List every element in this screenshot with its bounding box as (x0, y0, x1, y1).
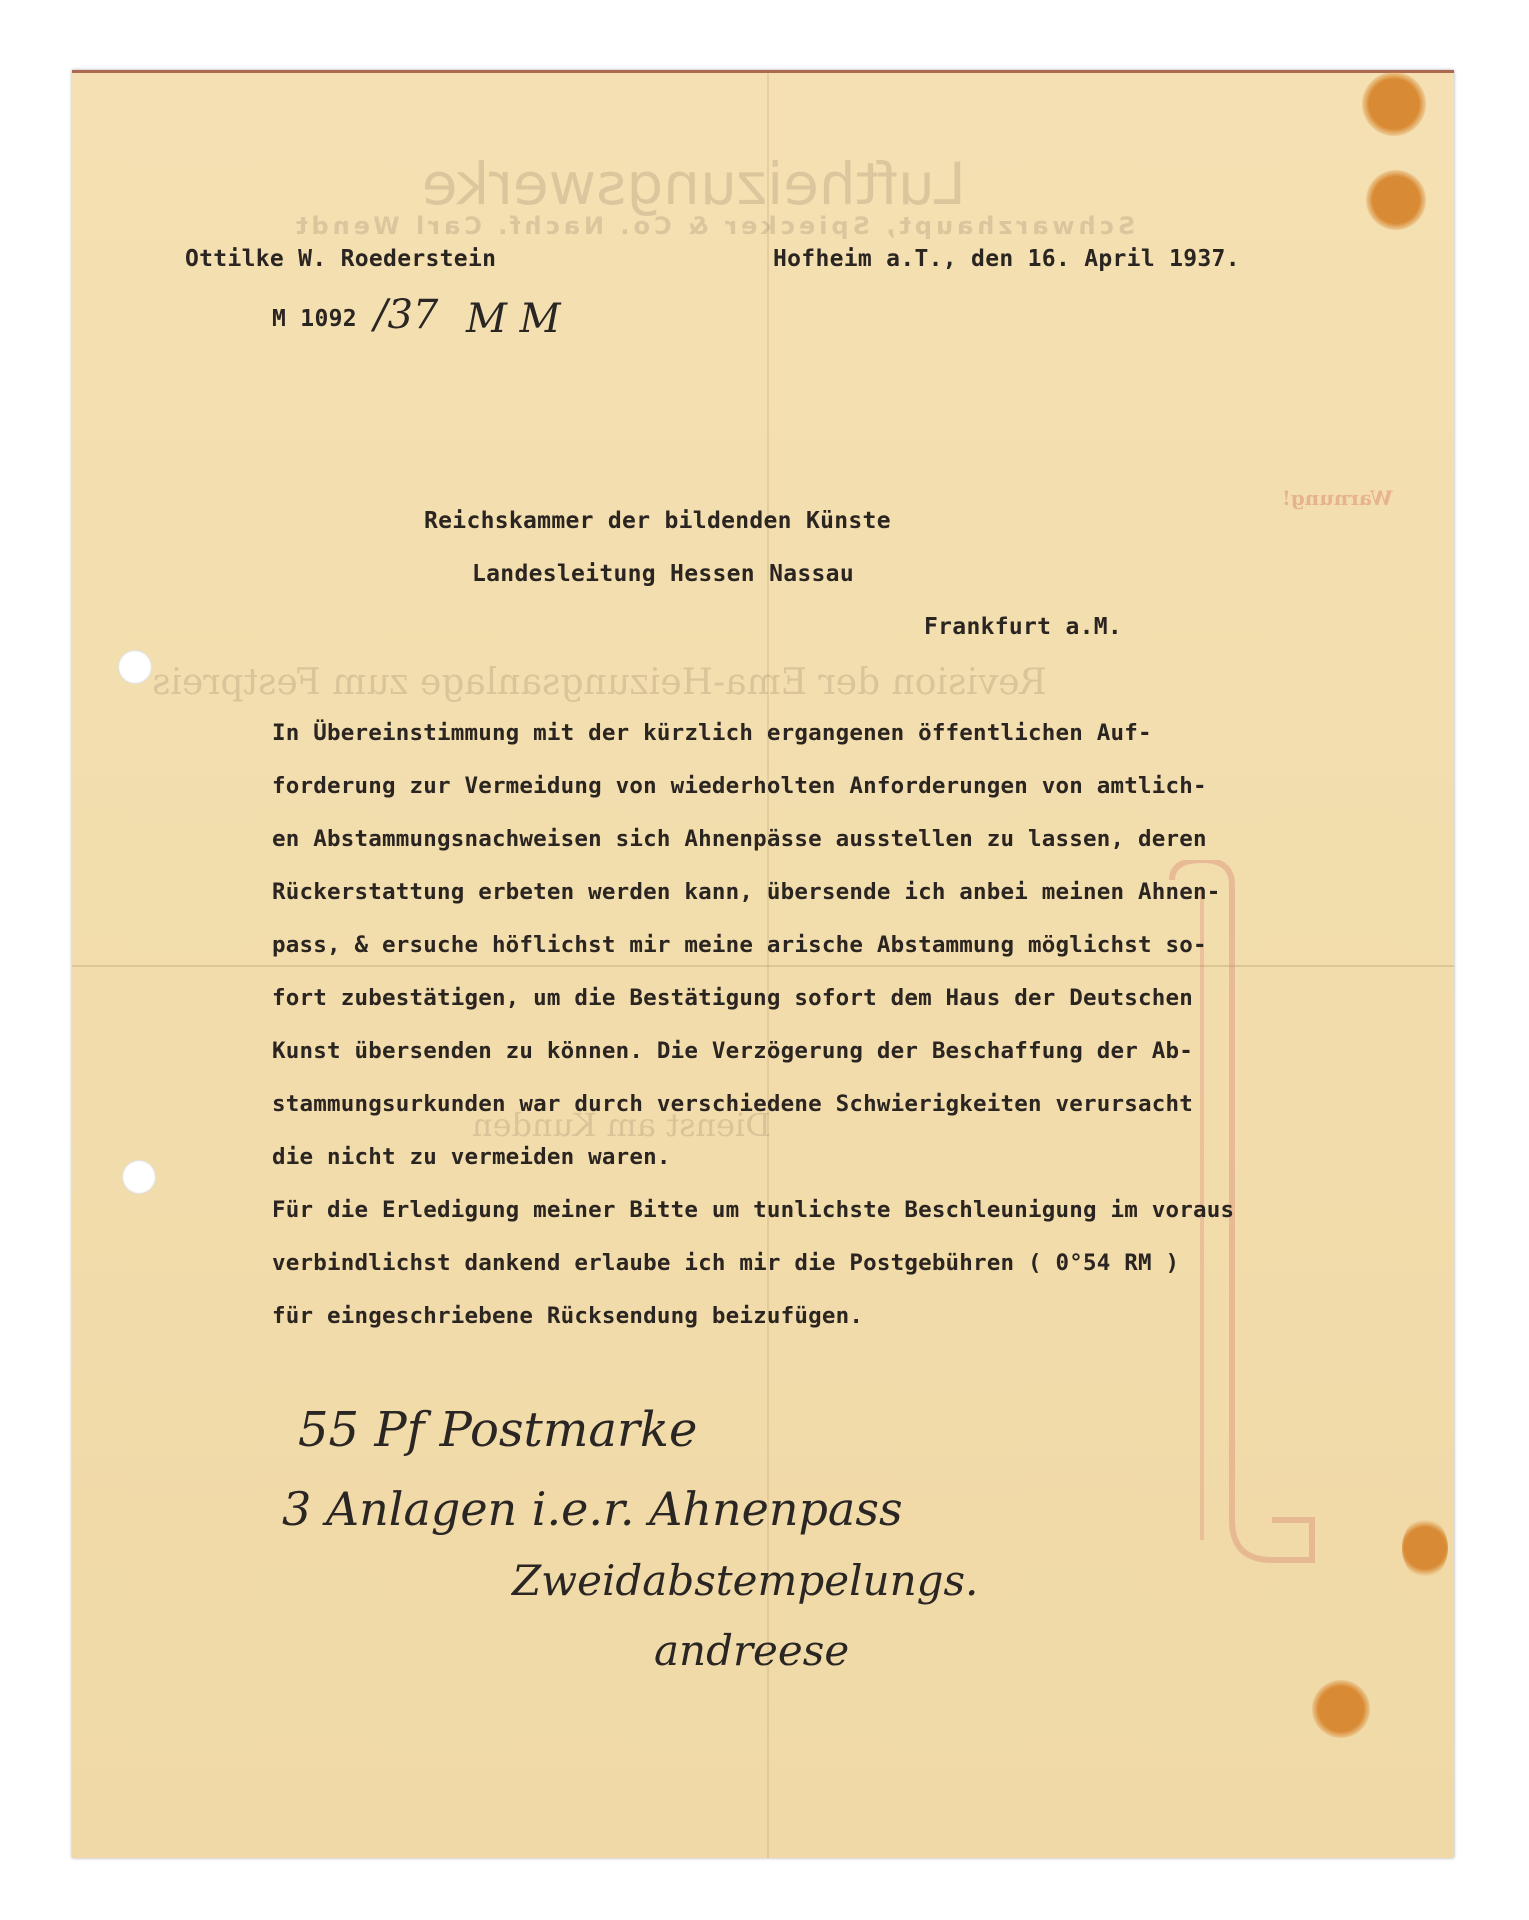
handwritten-note: 3 Anlagen i.e.r. Ahnenpass (282, 1482, 903, 1536)
letterhead-bleed-section: Dienst am Kunden (472, 1106, 771, 1144)
letter-sheet (72, 70, 1454, 1858)
recipient-line-2: Landesleitung Hessen Nassau (472, 561, 854, 587)
letterhead-bleed-warning: Warnung! (1282, 486, 1393, 510)
body-line: verbindlichst dankend erlaube ich mir die Postgebühren ( 0°54 RM ) (272, 1250, 1180, 1276)
initials-handwritten: M M (466, 296, 561, 342)
rust-stain (1312, 1680, 1370, 1738)
handwritten-note: Zweidabstempelungs. (512, 1556, 979, 1605)
handwritten-note: 55 Pf Postmarke (298, 1402, 698, 1458)
body-line: In Übereinstimmung mit der kürzlich ergangenen öffentlichen Auf- (272, 720, 1152, 746)
rust-stain (1362, 72, 1426, 136)
body-line: stammungsurkunden war durch verschiedene Schwierigkeiten verursacht (272, 1091, 1193, 1117)
letterhead-bleed-headline: Revision der Ema-Heizungsanlage zum Festpreis (152, 662, 1047, 703)
body-line: Kunst übersenden zu können. Die Verzögerung der Beschaffung der Ab- (272, 1038, 1193, 1064)
letterhead-bleed-sub: Schwarzhaupt, Spiecker & Co. Nachf. Carl Wendt (292, 212, 1136, 240)
recipient-line-1: Reichskammer der bildenden Künste (424, 508, 891, 534)
body-line: für eingeschriebene Rücksendung beizufügen. (272, 1303, 864, 1329)
handwritten-note: andreese (654, 1626, 850, 1675)
body-line: die nicht zu vermeiden waren. (272, 1144, 671, 1170)
reference-handwritten: /37 (374, 292, 439, 338)
sender-name: Ottilke W. Roederstein (185, 246, 497, 272)
punch-hole-top (118, 650, 152, 684)
body-line: pass, & ersuche höflichst mir meine arische Abstammung möglichst so- (272, 932, 1207, 958)
body-line: forderung zur Vermeidung von wiederholten Anforderungen von amtlich- (272, 773, 1207, 799)
body-line: en Abstammungsnachweisen sich Ahnenpässe ausstellen zu lassen, deren (272, 826, 1207, 852)
rust-stain (1402, 1518, 1448, 1578)
recipient-line-3: Frankfurt a.M. (924, 614, 1123, 640)
letterhead-bleed-name: Luftheizungswerke (422, 150, 966, 218)
punch-hole-bottom (122, 1160, 156, 1194)
place-date: Hofheim a.T., den 16. April 1937. (773, 246, 1240, 272)
body-line: Für die Erledigung meiner Bitte um tunlichste Beschleunigung im voraus (272, 1197, 1235, 1223)
reference-number: M 1092 (272, 306, 357, 332)
body-line: fort zubestätigen, um die Bestätigung sofort dem Haus der Deutschen (272, 985, 1193, 1011)
rust-stain (1366, 170, 1426, 230)
body-line: Rückerstattung erbeten werden kann, übersende ich anbei meinen Ahnen- (272, 879, 1221, 905)
